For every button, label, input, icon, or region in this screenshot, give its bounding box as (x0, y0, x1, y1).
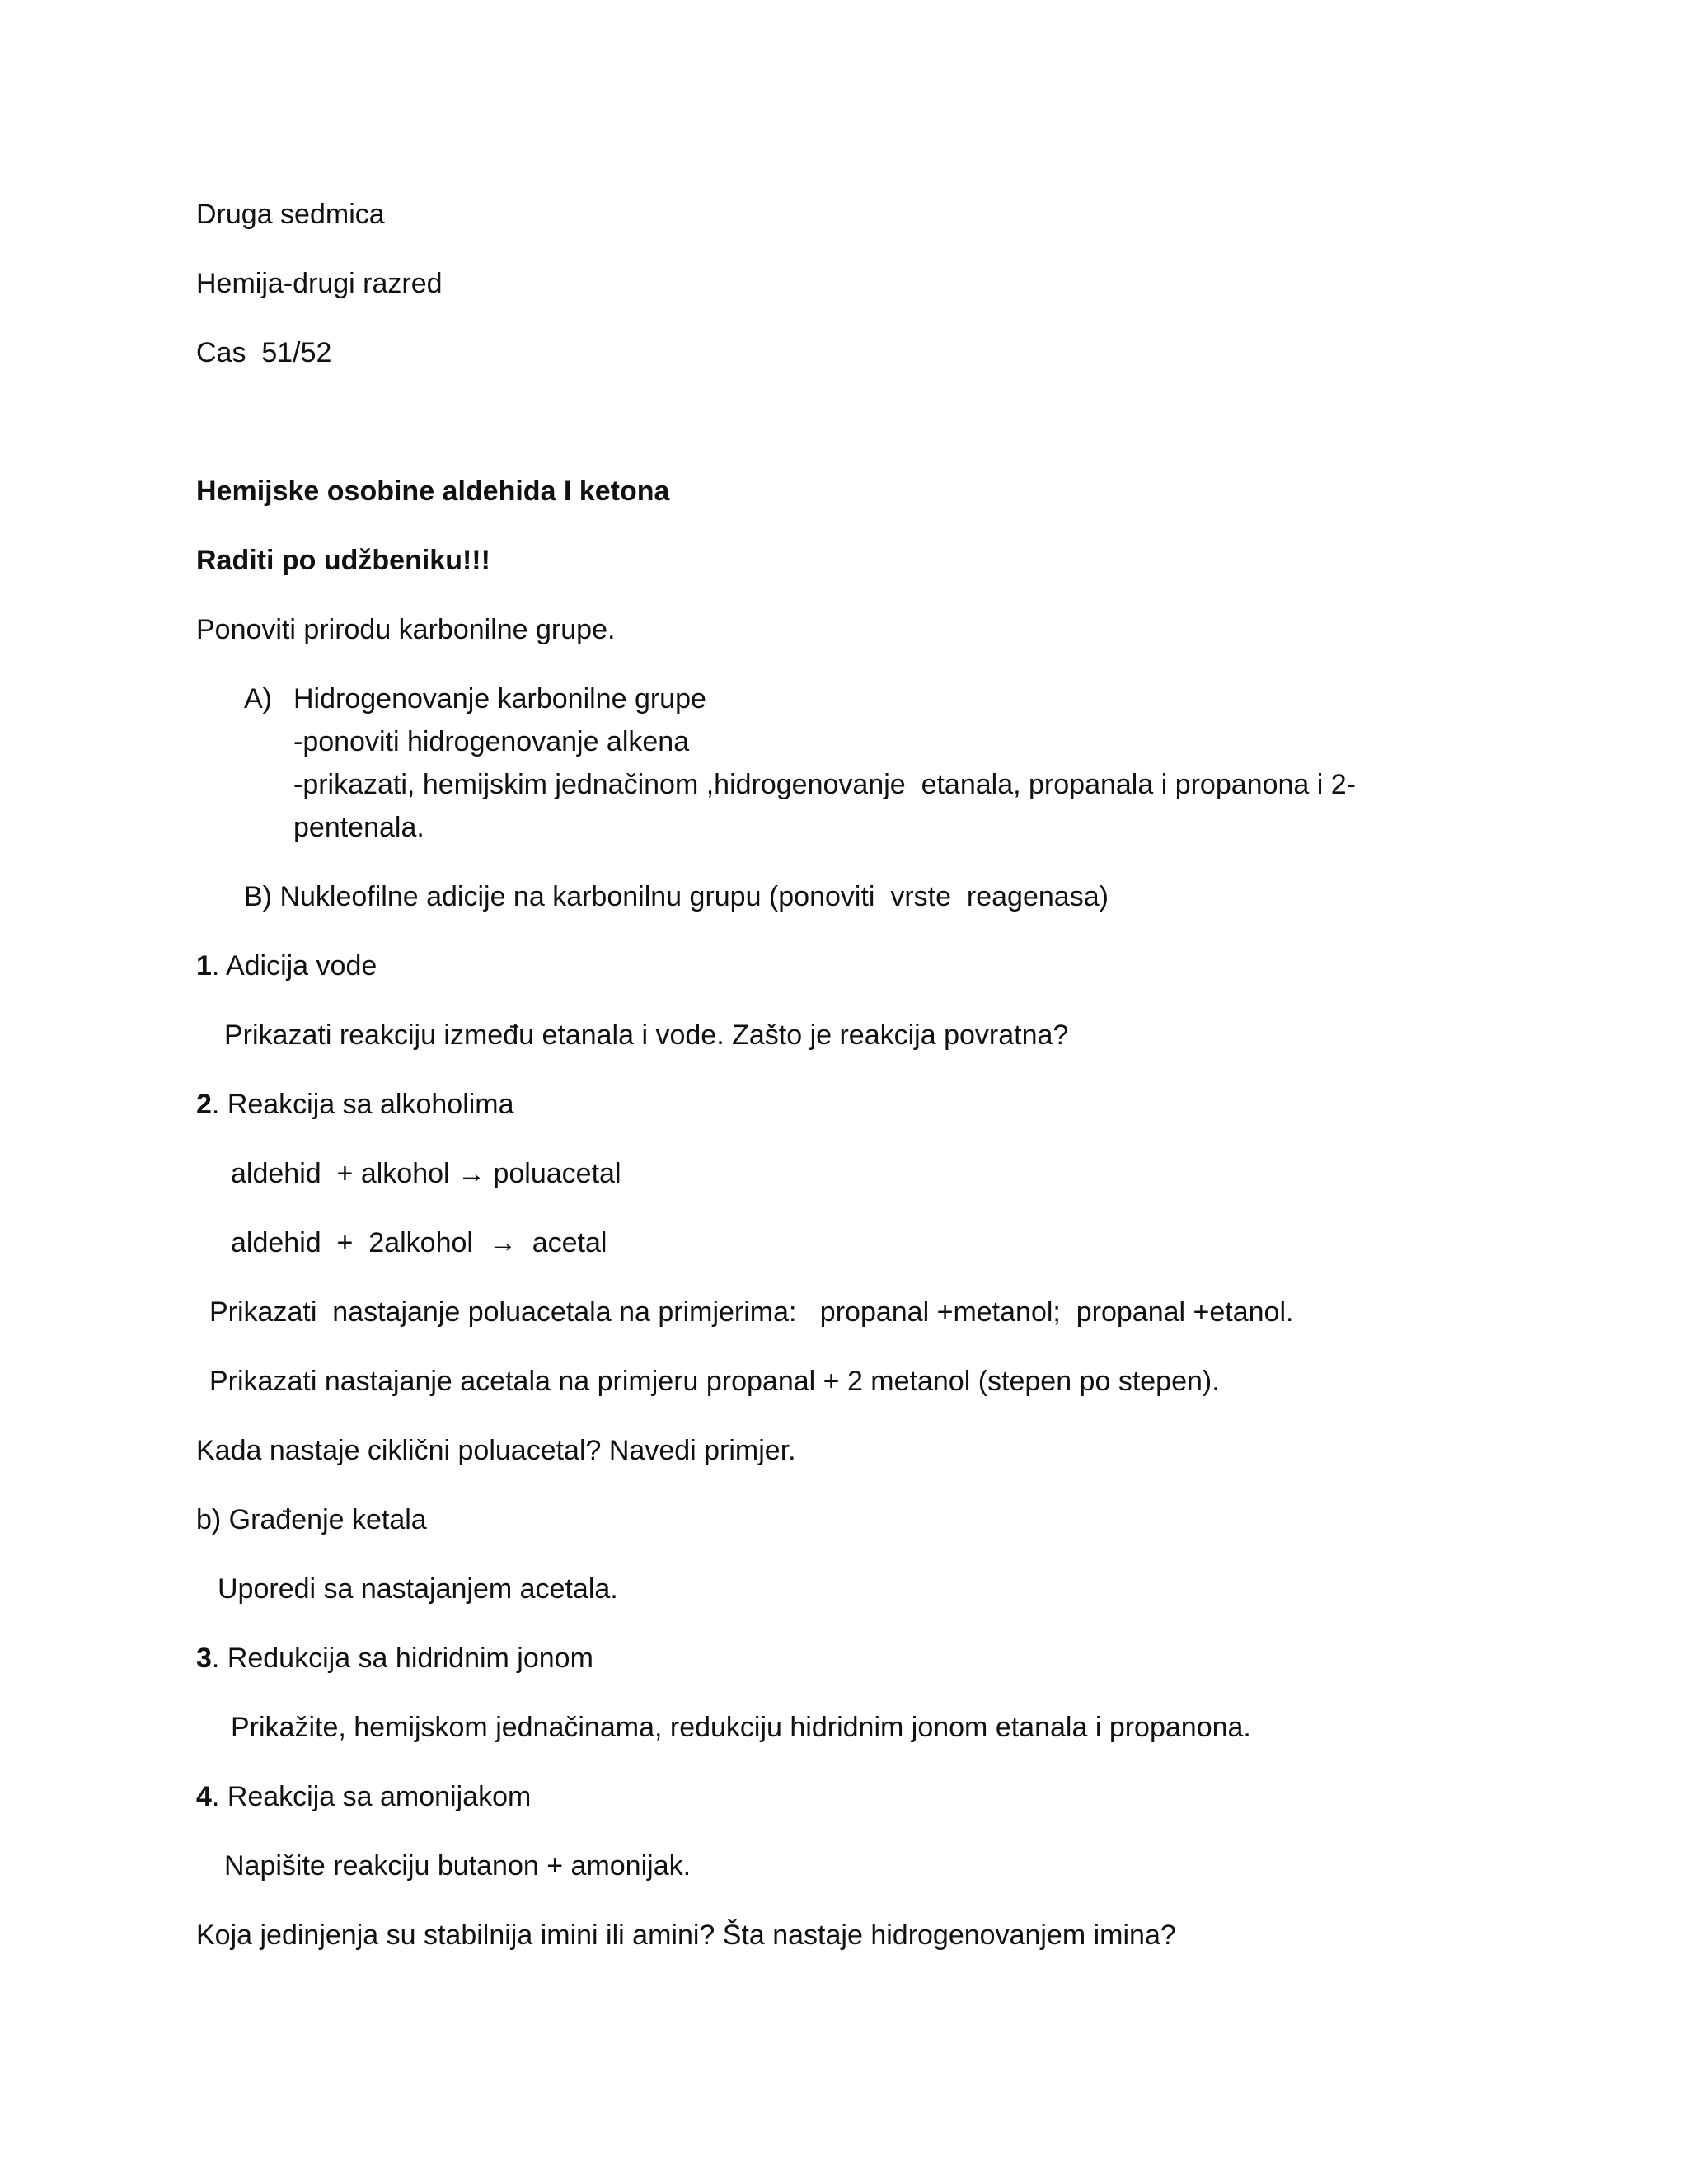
item4-heading (196, 1779, 531, 1815)
section-a-line1: -ponoviti hidrogenovanje alkena (293, 726, 690, 757)
header-week: Druga sedmica (196, 199, 385, 230)
section-a-line3: pentenala. (293, 812, 424, 843)
item1-number: 1 (196, 950, 212, 982)
section-b-text: B) Nukleofilne adicije na karbonilnu grupu (ponoviti vrste reagenasa) (244, 881, 1109, 912)
item3-number: 3 (196, 1643, 212, 1674)
intro-text: Ponoviti prirodu karbonilne grupe. (196, 614, 616, 645)
section-a-line2: -prikazati, hemijskim jednačinom ,hidrogenovanje etanala, propanala i propanona i 2- (293, 769, 1356, 800)
item4-number: 4 (196, 1781, 212, 1812)
item2-question: Kada nastaje ciklični poluacetal? Navedi primjer. (196, 1435, 796, 1466)
item3-title: . Redukcija sa hidridnim jonom (211, 1643, 593, 1674)
item1-heading (196, 948, 377, 984)
item2-task2: Prikazati nastajanje acetala na primjeru propanal + 2 metanol (stepen po stepen). (209, 1366, 1220, 1397)
item2-heading (196, 1086, 514, 1122)
item3-task: Prikažite, hemijskom jednačinama, redukciju hidridnim jonom etanala i propanona. (231, 1712, 1251, 1743)
section-a-marker: A) (244, 683, 272, 715)
item1-task: Prikazati reakciju između etanala i vode. Zašto je reakcija povratna? (224, 1019, 1069, 1051)
item2-title: . Reakcija sa alkoholima (211, 1089, 514, 1120)
document-title: Hemijske osobine aldehida I ketona (196, 476, 670, 507)
item2-task1: Prikazati nastajanje poluacetala na primjerima: propanal +metanol; propanal +etanol. (209, 1296, 1294, 1328)
item2-subsection-b: b) Građenje ketala (196, 1504, 427, 1535)
item2-subsection-b-task: Uporedi sa nastajanjem acetala. (218, 1573, 618, 1605)
item4-question: Koja jedinjenja su stabilnija imini ili amini? Šta nastaje hidrogenovanjem imina? (196, 1919, 1176, 1951)
item2-equation1: aldehid + alkohol → poluacetal (231, 1158, 621, 1189)
header-subject: Hemija-drugi razred (196, 268, 443, 299)
item4-task: Napišite reakciju butanon + amonijak. (224, 1850, 692, 1882)
instruction: Raditi po udžbeniku!!! (196, 545, 490, 576)
item2-equation2: aldehid + 2alkohol → acetal (231, 1227, 607, 1258)
item3-heading (196, 1640, 593, 1676)
header-lesson: Cas 51/52 (196, 337, 332, 368)
item4-title: . Reakcija sa amonijakom (211, 1781, 532, 1812)
section-a-heading: Hidrogenovanje karbonilne grupe (293, 683, 706, 715)
item1-title: . Adicija vode (211, 950, 377, 982)
item2-number: 2 (196, 1089, 212, 1120)
